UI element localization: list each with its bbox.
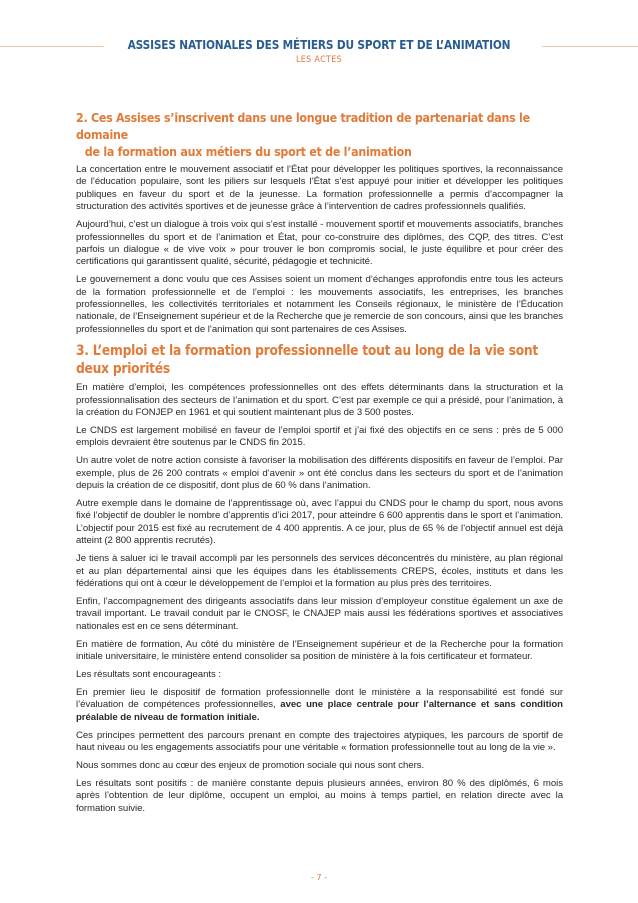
section-3-paragraph: Nous sommes donc au cœur des enjeux de promotion sociale qui nous sont chers. xyxy=(76,759,425,771)
section-3-paragraph: Un autre volet de notre action consiste à favoriser la mobilisation des différents dispositifs en faveur de l’emploi. Par exemple, plus de 26 200 contrats « emploi d’avenir » ont été conclus dans les secteurs du sport et de l’animation depuis la création de ce dispositif, dont plus de 60 % dans l’animation. xyxy=(76,455,563,492)
section-2-heading-line-2: de la formation aux métiers du sport et de l’animation xyxy=(84,144,412,159)
bold-paragraph-lead: En premier lieu le dispositif de formation professionnelle dont le ministère a la responsabilité est fondé sur l’évaluation de compétences professionnelles, xyxy=(76,686,563,711)
section-3-paragraph: Je tiens à saluer ici le travail accompli par les personnels des services déconcentrés du ministère, au plan régional et au plan départemental ainsi que les équipes dans les établissements CREPS, écoles, instituts et dans les fédérations qui ont à cœur le développement de l’emploi et la formation au plus près des territoires. xyxy=(76,553,563,589)
document-title: ASSISES NATIONALES DES MÉTIERS DU SPORT ET DE L’ANIMATION xyxy=(127,38,511,52)
section-3-paragraph: En matière d’emploi, les compétences professionnelles ont des effets déterminants dans la structuration et la professionnalisation des secteurs de l’animation et du sport. C’est par exemple ce qui a présidé, pour l’animation, à la création du FONJEP en 1961 et qui soutient maintenant plus de 3 500 postes. xyxy=(76,382,563,419)
section-2-heading xyxy=(76,109,564,160)
section-2-heading-line-1: 2. Ces Assises s’inscrivent dans une longue tradition de partenariat dans le domaine xyxy=(76,110,530,142)
section-3-paragraph: En matière de formation, Au côté du ministère de l’Enseignement supérieur et de la Recherche pour la formation initiale universitaire, le ministère entend consolider sa position de ministère à la fois certificateur et formateur. xyxy=(76,638,563,662)
section-3-bold-paragraph xyxy=(76,687,563,724)
section-2-paragraph: La concertation entre le mouvement associatif et l’État pour développer les politiques sportives, la reconnaissance de l’éducation populaire, sont les piliers sur lesquels l’État s’est appuyé pour initier et développer les politiques publiques en faveur du sport et de la jeunesse. La formation professionnelle a permis d’accompagner la structuration des activités sportives et de jeunesse grâce à l’intervention de cadres professionnels qualifiés. xyxy=(76,164,563,213)
section-3-paragraph: Enfin, l’accompagnement des dirigeants associatifs dans leur mission d’employeur constitue également un axe de travail important. Le travail conduit par le CNOSF, le CNAJEP mais aussi les fédérations sportives et associatives nationales est en ce sens déterminant. xyxy=(76,595,563,632)
section-3-paragraph: Ces principes permettent des parcours prenant en compte des trajectoires atypiques, les parcours de sportif de haut niveau ou les engagements associatifs pour une véritable « formation professionnelle tout au long de la vie ». xyxy=(76,729,563,753)
page-content xyxy=(76,109,563,820)
section-3-paragraph: Les résultats sont encourageants : xyxy=(76,668,221,680)
section-2-paragraph: Le gouvernement a donc voulu que ces Assises soient un moment d’échanges approfondis entre tous les acteurs de la formation professionnelle et de l’emploi : les mouvements associatifs, les entreprises, les branches professionnelles, les collectivités territoriales et notamment les Conseils régionaux, le ministère de l’Éducation nationale, de l’Enseignement supérieur et de la Recherche que je remercie de son concours, ainsi que les branches professionnelles du sport et de l’animation qui sont partenaires de ces Assises. xyxy=(76,274,563,335)
section-3-heading: 3. L’emploi et la formation professionnelle tout au long de la vie sont deux priorités xyxy=(76,343,539,378)
section-3-paragraph: Les résultats sont positifs : de manière constante depuis plusieurs années, environ 80 % des diplômés, 6 mois après l’obtention de leur diplôme, occupent un emploi, au moins à temps partiel, en relation directe avec la formation suivie. xyxy=(76,777,563,814)
bold-paragraph-emphasis: avec une place centrale pour l’alternance et sans condition préalable de niveau de formation initiale. xyxy=(76,699,563,723)
document-subtitle: LES ACTES xyxy=(295,55,343,65)
section-2-paragraph: Aujourd’hui, c’est un dialogue à trois voix qui s’est installé - mouvement sportif et mouvements associatifs, branches professionnelles du sport et de l’animation et État, pour co-construire des diplômes, des CQP, des titres. C’est parfois un dialogue « de vive voix » pour trouver le bon compromis social, le juste équilibre et pour créer des certifications qui garantissent qualité, sécurité, pédagogie et technicité. xyxy=(76,219,563,268)
section-3-paragraph: Autre exemple dans le domaine de l’apprentissage où, avec l’appui du CNDS pour le champ du sport, nous avons fixé l’objectif de doubler le nombre d’apprentis d’ici 2017, pour atteindre 6 600 apprentis dans le sport et l’animation. L’objectif pour 2015 est fixé au recrutement de 4 400 apprentis. A ce jour, plus de 65 % de l’objectif annuel est déjà atteint (2 800 apprentis recrutés). xyxy=(76,498,563,547)
section-3-paragraph: Le CNDS est largement mobilisé en faveur de l’emploi sportif et j’ai fixé des objectifs en ce sens : près de 5 000 emplois devraient être soutenus par le CNDS fin 2015. xyxy=(76,425,563,449)
page-header xyxy=(0,37,638,66)
page-number: - 7 - xyxy=(311,873,327,882)
